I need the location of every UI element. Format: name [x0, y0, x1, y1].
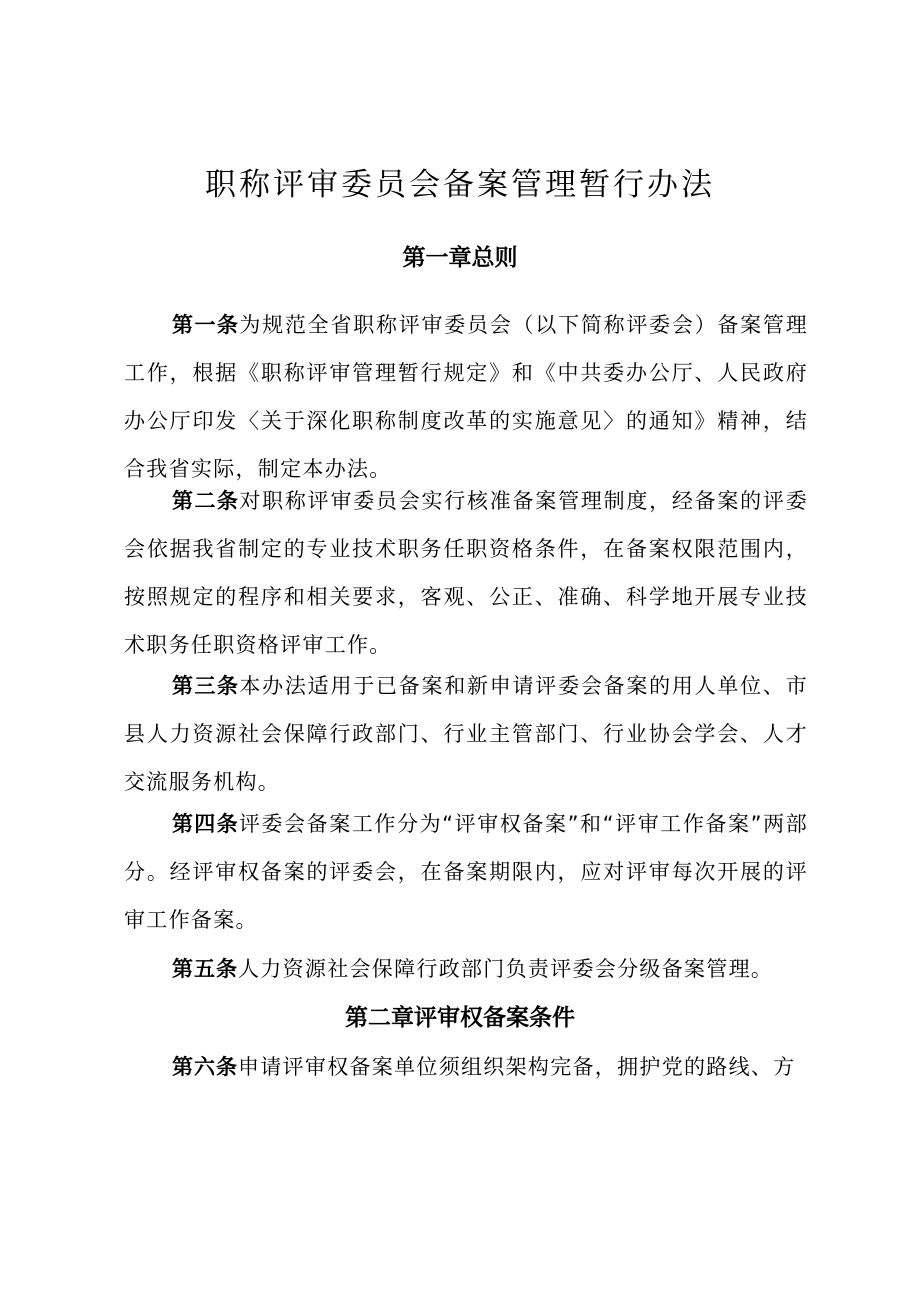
- article-5: [124, 945, 808, 993]
- chapter-heading-2: 第二章评审权备案条件: [345, 1005, 575, 1031]
- article-label: 第一条: [172, 313, 240, 337]
- article-1: [124, 301, 808, 493]
- article-label: 第六条: [172, 1055, 238, 1079]
- article-text: 对职称评审委员会实行核准备案管理制度，经备案的评委会依据我省制定的专业技术职务任职资格条件，在备案权限范围内，按照规定的程序和相关要求，客观、公正、准确、科学地开展专业技术职务任职资格评审工作。: [124, 489, 808, 657]
- article-text: 人力资源社会保障行政部门负责评委会分级备案管理。: [238, 957, 774, 981]
- article-4: [124, 800, 808, 944]
- article-label: 第二条: [172, 489, 240, 513]
- article-3: [124, 662, 808, 806]
- article-text: 为规范全省职称评审委员会（以下简称评委会）备案管理工作，根据《职称评审管理暂行规定》和《中共委办公厅、人民政府办公厅印发〈关于深化职称制度改革的实施意见〉的通知》精神，结合我省实际，制定本办法。: [124, 313, 808, 481]
- article-6: [124, 1043, 808, 1091]
- article-label: 第五条: [172, 957, 238, 981]
- article-text: 本办法适用于已备案和新申请评委会备案的用人单位、市县人力资源社会保障行政部门、行业主管部门、行业协会学会、人才交流服务机构。: [124, 674, 808, 794]
- document-title: 职称评审委员会备案管理暂行办法: [205, 167, 715, 203]
- article-text: 评委会备案工作分为“评审权备案”和“评审工作备案”两部分。经评审权备案的评委会，在备案期限内，应对评审每次开展的评审工作备案。: [124, 812, 808, 932]
- article-label: 第四条: [172, 812, 239, 836]
- article-text: 申请评审权备案单位须组织架构完备，拥护党的路线、方: [238, 1055, 796, 1079]
- article-2: [124, 477, 808, 669]
- article-label: 第三条: [172, 674, 240, 698]
- chapter-heading-1: 第一章总则: [402, 245, 518, 271]
